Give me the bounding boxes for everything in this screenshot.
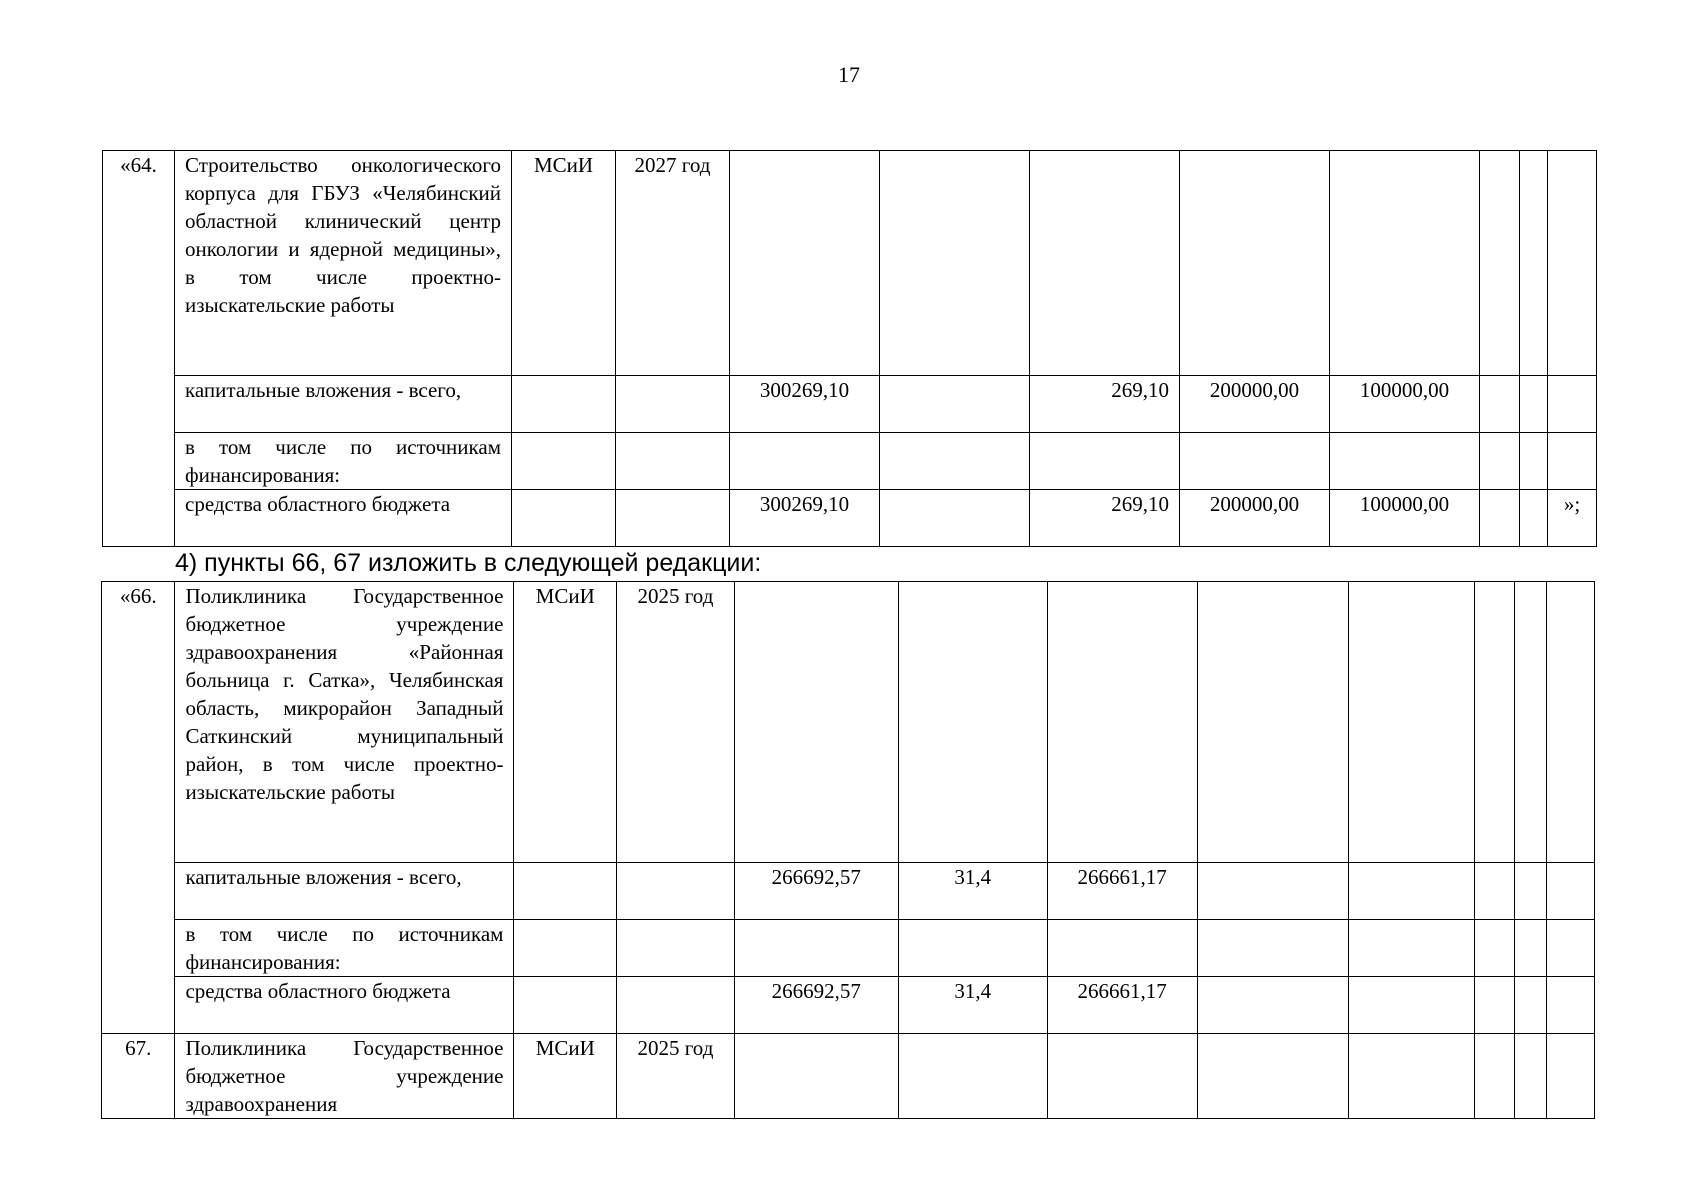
amount-2026: 200000,00 <box>1209 492 1300 516</box>
object-name: Поликлиника Государственное бюджетное учреждение здравоохранения <box>185 1036 504 1116</box>
table-row <box>103 433 1597 490</box>
page-number: 17 <box>838 62 860 87</box>
table-row <box>102 1034 1595 1119</box>
amount-prior: 31,4 <box>954 979 992 1003</box>
row-label: в том числе по источникам финансирования: <box>185 922 504 974</box>
completion-year: 2025 год <box>637 1036 714 1060</box>
amount-2025: 266661,17 <box>1077 865 1167 889</box>
row-label: в том числе по источникам финансирования: <box>185 435 501 487</box>
table-row <box>102 977 1595 1034</box>
amount-2025: 269,10 <box>1111 492 1169 516</box>
section-note: 4) пункты 66, 67 изложить в следующей редакции: <box>175 549 762 577</box>
table-row <box>103 490 1597 547</box>
item-number: «64. <box>120 153 157 177</box>
year-cell <box>616 151 730 376</box>
amount-prior: 31,4 <box>954 865 992 889</box>
table-row <box>103 376 1597 433</box>
item-number: 67. <box>125 1036 152 1060</box>
item-number-cell <box>103 151 175 547</box>
total-amount: 266692,57 <box>771 865 861 889</box>
table-row <box>102 582 1595 863</box>
total-amount: 266692,57 <box>771 979 861 1003</box>
investment-table-items-66-67 <box>101 581 1595 1119</box>
object-name: Строительство онкологического корпуса для ГБУЗ «Челябинский областной клинический центр онкологии и ядерной медицины», в том числе проектно-изыскательские работы <box>185 153 501 317</box>
row-label: капитальные вложения - всего, <box>185 865 462 889</box>
investment-table-item-64 <box>102 150 1597 547</box>
amount-2027: 100000,00 <box>1359 492 1450 516</box>
row-label: средства областного бюджета <box>185 492 451 516</box>
amount-2026: 200000,00 <box>1209 378 1300 402</box>
total-amount: 300269,10 <box>759 378 850 402</box>
completion-year: 2025 год <box>637 584 714 608</box>
table-row <box>103 151 1597 376</box>
ministry: МСиИ <box>533 153 594 177</box>
row-label: средства областного бюджета <box>185 979 451 1003</box>
total-amount: 300269,10 <box>759 492 850 516</box>
item-number: «66. <box>119 584 157 608</box>
table-row <box>102 863 1595 920</box>
row-label: капитальные вложения - всего, <box>185 378 462 402</box>
closing-quote: »; <box>1563 492 1581 516</box>
ministry: МСиИ <box>535 1036 595 1060</box>
completion-year: 2027 год <box>634 153 711 177</box>
amount-2025: 266661,17 <box>1077 979 1167 1003</box>
object-name: Поликлиника Государственное бюджетное учреждение здравоохранения «Районная больница г. Сатка», Челябинская область, микрорайон Западный Саткинский муниципальный район, в том числе проектно-изыскательские работы <box>185 584 504 804</box>
amount-2027: 100000,00 <box>1359 378 1450 402</box>
ministry: МСиИ <box>535 584 595 608</box>
ministry-cell <box>512 151 616 376</box>
amount-2025: 269,10 <box>1111 378 1169 402</box>
object-name-cell <box>175 151 512 376</box>
table-row <box>102 920 1595 977</box>
